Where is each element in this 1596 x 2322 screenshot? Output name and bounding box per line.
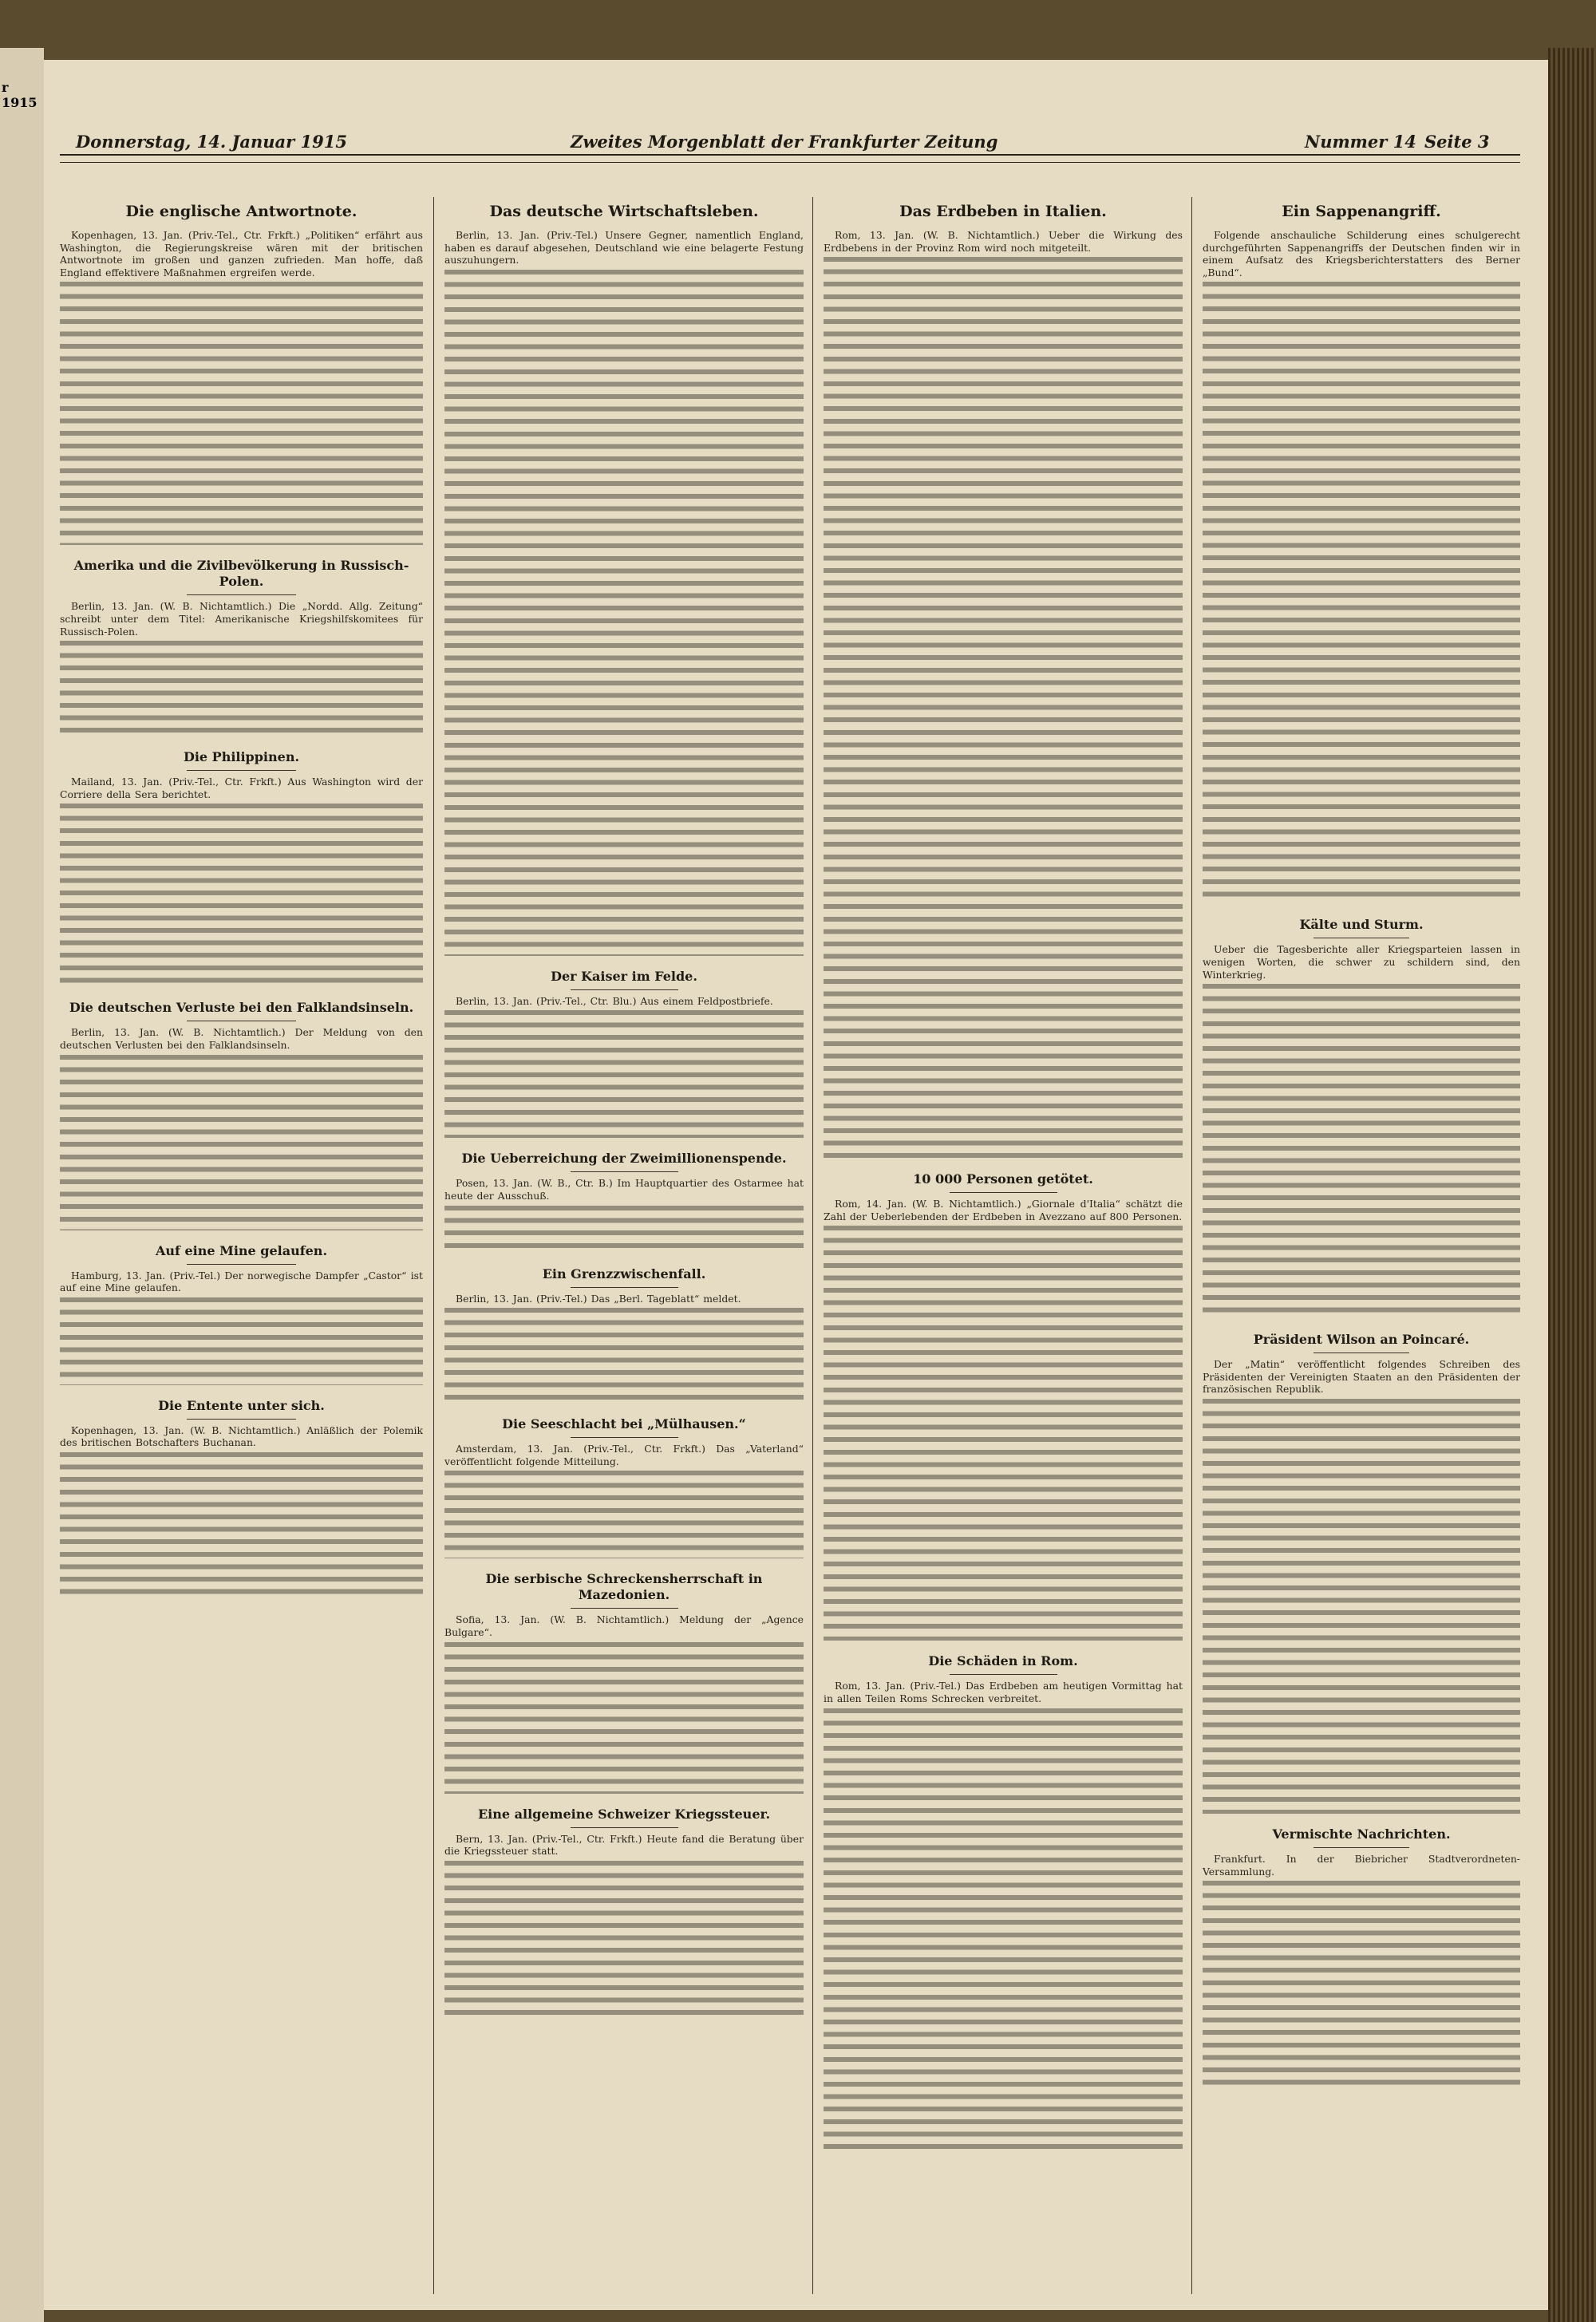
header-number: Nummer 14 xyxy=(1305,132,1416,152)
body-text-lines xyxy=(60,1055,423,1230)
article-title: Die Entente unter sich. xyxy=(60,1398,423,1420)
column-1 xyxy=(60,197,423,2294)
header-rule-thin xyxy=(60,162,1520,163)
body-text-lines xyxy=(1203,1881,1520,2088)
article-body: Rom, 14. Jan. (W. B. Nichtamtlich.) „Giornale d'Italia“ schätzt die Zahl der Ueberlebenden der Erdbeben in Avezzano auf 800 Personen. xyxy=(824,1198,1183,1222)
body-text-lines xyxy=(1203,984,1520,1319)
article-body: Frankfurt. In der Biebricher Stadtverordneten-Versammlung. xyxy=(1203,1852,1520,1878)
body-text-lines xyxy=(60,804,423,987)
column-divider xyxy=(1191,197,1192,2294)
body-text-lines xyxy=(444,1642,804,1794)
article-title: Die Ueberreichung der Zweimillionenspende. xyxy=(444,1151,804,1172)
body-text-lines xyxy=(444,1206,804,1254)
column-divider xyxy=(812,197,813,2294)
article-title: Die englische Antwortnote. xyxy=(125,203,358,220)
header-rule xyxy=(60,154,1520,156)
article-title: 10 000 Personen getötet. xyxy=(824,1171,1183,1193)
article-body: Rom, 13. Jan. (Priv.-Tel.) Das Erdbeben am heutigen Vormittag hat in allen Teilen Roms Schrecken verbreitet. xyxy=(824,1680,1183,1704)
body-text-lines xyxy=(60,641,423,736)
column-2 xyxy=(444,197,804,2294)
article-title: Kälte und Sturm. xyxy=(1203,917,1520,938)
article-body: Berlin, 13. Jan. (W. B. Nichtamtlich.) Die „Nordd. Allg. Zeitung“ schreibt unter dem Titel: Amerikanische Kriegshilfskomitees für Russisch-Polen. xyxy=(60,600,423,638)
article-body: Berlin, 13. Jan. (Priv.-Tel.) Das „Berl. Tageblatt“ meldet. xyxy=(456,1292,741,1305)
page-header xyxy=(60,132,1520,156)
article-title: Die Philippinen. xyxy=(60,749,423,771)
article-body: Kopenhagen, 13. Jan. (Priv.-Tel., Ctr. Frkft.) „Politiken“ erfährt aus Washington, die Regierungskreise wären mit der britischen Antwortnote im großen und ganzen zufrieden. Man hoffe, daß England effektivere Maßnahmen ergreifen werde. xyxy=(60,229,423,278)
article-body: Berlin, 13. Jan. (Priv.-Tel., Ctr. Blu.) Aus einem Feldpostbriefe. xyxy=(456,994,773,1007)
article-title: Das deutsche Wirtschaftsleben. xyxy=(489,203,759,220)
article-body: Posen, 13. Jan. (W. B., Ctr. B.) Im Hauptquartier des Ostarmee hat heute der Ausschuß. xyxy=(444,1177,804,1202)
article-body: Ueber die Tagesberichte aller Kriegsparteien lassen in wenigen Worten, die schwer zu schildern sind, den Winterkrieg. xyxy=(1203,943,1520,981)
article-title: Amerika und die Zivilbevölkerung in Russisch-Polen. xyxy=(60,558,423,595)
article-title: Ein Sappenangriff. xyxy=(1282,203,1441,220)
article-title: Vermischte Nachrichten. xyxy=(1203,1826,1520,1848)
article-body: Mailand, 13. Jan. (Priv.-Tel., Ctr. Frkft.) Aus Washington wird der Corriere della Sera berichtet. xyxy=(60,776,423,800)
article-body: Folgende anschauliche Schilderung eines schulgerecht durchgeführten Sappenangriffs der Deutschen finden wir in einem Aufsatz des Kriegsberichterstatters des Berner „Bund“. xyxy=(1203,229,1520,278)
article-title: Ein Grenzzwischenfall. xyxy=(444,1266,804,1288)
body-text-lines xyxy=(444,1308,804,1404)
body-text-lines xyxy=(1203,282,1520,904)
body-text-lines xyxy=(444,270,804,956)
article-title: Die deutschen Verluste bei den Falklandsinseln. xyxy=(60,1000,423,1021)
article-body: Sofia, 13. Jan. (W. B. Nichtamtlich.) Meldung der „Agence Bulgare“. xyxy=(444,1613,804,1638)
body-text-lines xyxy=(1203,1399,1520,1814)
article-title: Auf eine Mine gelaufen. xyxy=(60,1243,423,1265)
article-title: Das Erdbeben in Italien. xyxy=(899,203,1107,220)
body-text-lines xyxy=(824,1226,1183,1641)
column-4 xyxy=(1203,197,1520,2294)
article-body: Kopenhagen, 13. Jan. (W. B. Nichtamtlich.) Anläßlich der Polemik des britischen Botschafters Buchanan. xyxy=(60,1424,423,1449)
body-text-lines xyxy=(60,282,423,545)
book-edge xyxy=(1548,48,1596,2322)
article-body: Rom, 13. Jan. (W. B. Nichtamtlich.) Ueber die Wirkung des Erdbebens in der Provinz Rom wird noch mitgeteilt. xyxy=(824,229,1183,254)
previous-page-fragment: r 1915 xyxy=(2,80,38,110)
header-masthead: Zweites Morgenblatt der Frankfurter Zeitung xyxy=(571,132,998,152)
article-body: Berlin, 13. Jan. (Priv.-Tel.) Unsere Gegner, namentlich England, haben es darauf abgesehen, Deutschland wie eine belagerte Festung auszuhungern. xyxy=(444,229,804,267)
newspaper-page xyxy=(44,60,1548,2310)
header-page: Seite 3 xyxy=(1424,132,1490,152)
article-title: Eine allgemeine Schweizer Kriegssteuer. xyxy=(444,1807,804,1828)
body-text-lines xyxy=(824,257,1183,1159)
article-title: Der Kaiser im Felde. xyxy=(444,969,804,990)
article-body: Hamburg, 13. Jan. (Priv.-Tel.) Der norwegische Dampfer „Castor“ ist auf eine Mine gelaufen. xyxy=(60,1269,423,1294)
article-title: Die serbische Schreckensherrschaft in Mazedonien. xyxy=(444,1571,804,1609)
article-body: Der „Matin“ veröffentlicht folgendes Schreiben des Präsidenten der Vereinigten Staaten an den Präsidenten der französischen Republik. xyxy=(1203,1358,1520,1396)
body-text-lines xyxy=(60,1452,423,1596)
previous-page-edge xyxy=(0,48,44,2322)
article-title: Präsident Wilson an Poincaré. xyxy=(1203,1332,1520,1353)
article-body: Bern, 13. Jan. (Priv.-Tel., Ctr. Frkft.) Heute fand die Beratung über die Kriegssteuer statt. xyxy=(444,1832,804,1858)
column-3 xyxy=(824,197,1183,2294)
article-title: Die Schäden in Rom. xyxy=(824,1653,1183,1675)
article-body: Berlin, 13. Jan. (W. B. Nichtamtlich.) Der Meldung von den deutschen Verlusten bei den Falklandsinseln. xyxy=(60,1026,423,1051)
article-body: Amsterdam, 13. Jan. (Priv.-Tel., Ctr. Frkft.) Das „Vaterland“ veröffentlicht folgende Mitteilung. xyxy=(444,1443,804,1467)
column-divider xyxy=(433,197,434,2294)
body-text-lines xyxy=(444,1471,804,1558)
body-text-lines xyxy=(60,1297,423,1385)
body-text-lines xyxy=(824,1708,1183,2155)
body-text-lines xyxy=(444,1010,804,1138)
header-date: Donnerstag, 14. Januar 1915 xyxy=(76,132,347,152)
body-text-lines xyxy=(444,1861,804,2020)
article-title: Die Seeschlacht bei „Mülhausen.“ xyxy=(444,1416,804,1438)
